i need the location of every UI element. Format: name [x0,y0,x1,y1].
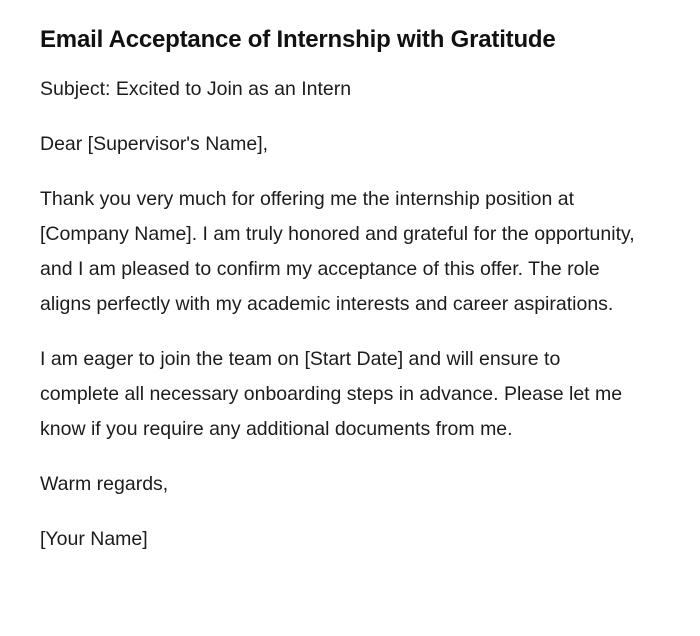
email-greeting: Dear [Supervisor's Name], [40,133,269,155]
document-title: Email Acceptance of Internship with Gratitude [40,26,556,53]
email-signature: [Your Name] [40,528,148,550]
email-closing: Warm regards, [40,473,169,495]
email-subject: Subject: Excited to Join as an Intern [40,78,352,100]
email-body-paragraph-1: Thank you very much for offering me the internship position at [Company Name]. I am truly honored and grateful for the opportunity, and I am pleased to confirm my acceptance of this offer. The role aligns perfectly with my academic interests and career aspirations. [40,188,635,315]
email-body-paragraph-2: I am eager to join the team on [Start Date] and will ensure to complete all necessary onboarding steps in advance. Please let me know if you require any additional documents from me. [40,348,623,440]
